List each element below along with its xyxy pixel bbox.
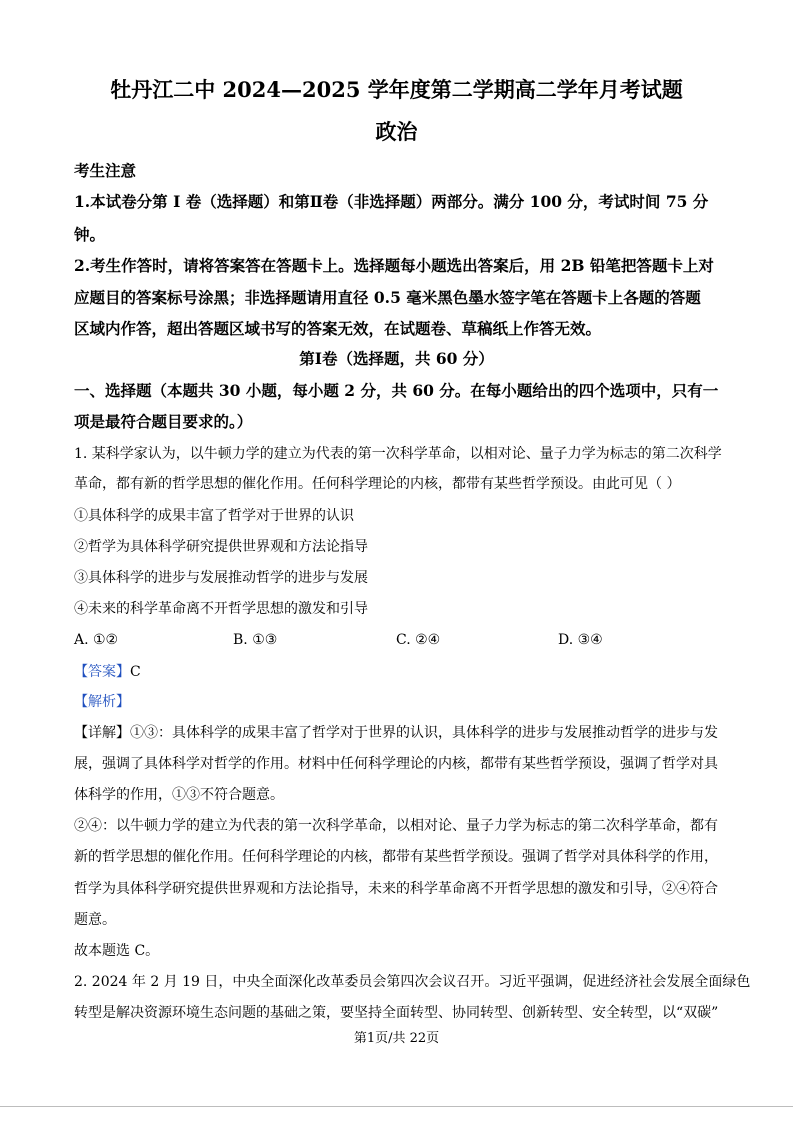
q1-stem: 革命，都有新的哲学思想的催化作用。任何科学理论的内核，都带有某些哲学预设。由此可见（ ） <box>74 476 681 492</box>
q1-statement: ③具体科学的进步与发展推动哲学的进步与发展 <box>74 570 368 586</box>
notice-line: 1.本试卷分第 I 卷（选择题）和第Ⅱ卷（非选择题）两部分。满分 100 分，考试时间 75 分 <box>74 192 709 211</box>
q1-detail-line: 体科学的作用，①③不符合题意。 <box>74 787 284 803</box>
q1-detail-line: 题意。 <box>74 912 116 928</box>
q1-answer-row <box>74 663 734 681</box>
q1-option-d: D. ③④ <box>558 632 603 648</box>
q1-option-a: A. ①② <box>74 632 119 648</box>
analysis-tag: 【解析】 <box>74 694 130 710</box>
notice-line: 区域内作答，超出答题区域书写的答案无效，在试题卷、草稿纸上作答无效。 <box>74 319 602 338</box>
section-instructions: 项是最符合题目要求的。） <box>74 412 253 431</box>
q1-detail-line <box>74 724 734 742</box>
notice-line: 应题目的答案标号涂黑；非选择题请用直径 0.5 毫米黑色墨水签字笔在答题卡上各题的答题 <box>74 288 701 307</box>
q1-statement: ②哲学为具体科学研究提供世界观和方法论指导 <box>74 539 368 555</box>
detail-tag: 【详解】 <box>74 725 130 741</box>
notice-line: 钟。 <box>74 225 106 244</box>
subject-title: 政治 <box>375 119 418 144</box>
q1-detail-line: 故本题选 C。 <box>74 943 160 959</box>
exam-title: 牡丹江二中 2024—2025 学年度第二学期高二学年月考试题 <box>110 77 683 102</box>
q1-option-b: B. ①③ <box>233 632 278 648</box>
q1-statement: ④未来的科学革命离不开哲学思想的激发和引导 <box>74 601 368 617</box>
q1-detail-line: 新的哲学思想的催化作用。任何科学理论的内核，都带有某些哲学预设。强调了哲学对具体科学的作用， <box>74 849 718 865</box>
part1-heading: 第Ⅰ卷（选择题，共 60 分） <box>299 349 494 368</box>
q1-detail-line: ②④：以牛顿力学的建立为代表的第一次科学革命，以相对论、量子力学为标志的第二次科学革命，都有 <box>74 818 718 834</box>
notice-line: 2.考生作答时，请将答案答在答题卡上。选择题每小题选出答案后，用 2B 铅笔把答题卡上对 <box>74 256 714 275</box>
answer-tag: 【答案】 <box>74 664 130 680</box>
answer-value: C <box>130 664 141 680</box>
q1-stem: 1. 某科学家认为，以牛顿力学的建立为代表的第一次科学革命，以相对论、量子力学为标志的第二次科学 <box>74 446 722 462</box>
q1-detail-line: 展，强调了具体科学对哲学的作用。材料中任何科学理论的内核，都带有某些哲学预设，强调了哲学对具 <box>74 756 718 772</box>
q2-stem: 2. 2024 年 2 月 19 日，中央全面深化改革委员会第四次会议召开。习近平强调，促进经济社会发展全面绿色 <box>74 974 751 990</box>
detail-text: ①③：具体科学的成果丰富了哲学对于世界的认识，具体科学的进步与发展推动哲学的进步与发 <box>130 725 718 741</box>
page-divider <box>0 1106 793 1107</box>
q1-option-c: C. ②④ <box>396 632 441 648</box>
notice-heading: 考生注意 <box>74 161 137 180</box>
q2-stem: 转型是解决资源环境生态问题的基础之策，要坚持全面转型、协同转型、创新转型、安全转型，以“双碳” <box>74 1005 719 1021</box>
page-number: 第1页/共 22页 <box>353 1031 440 1046</box>
q1-detail-line: 哲学为具体科学研究提供世界观和方法论指导，未来的科学革命离不开哲学思想的激发和引导，②④符合 <box>74 881 718 897</box>
section-instructions: 一、选择题（本题共 30 小题，每小题 2 分，共 60 分。在每小题给出的四个选项中，只有一 <box>74 381 719 400</box>
q1-statement: ①具体科学的成果丰富了哲学对于世界的认识 <box>74 508 354 524</box>
